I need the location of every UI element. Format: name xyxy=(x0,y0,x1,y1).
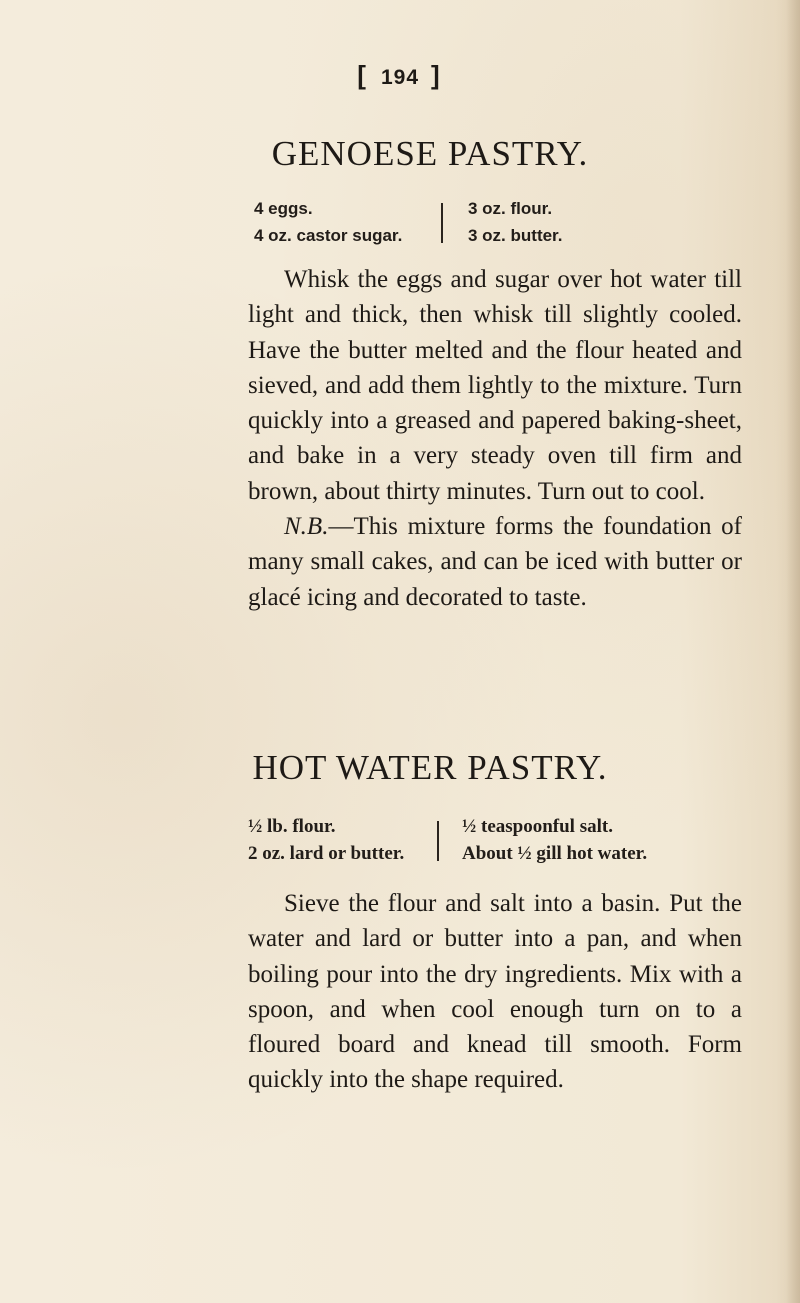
ingredient-item: 4 oz. castor sugar. xyxy=(254,226,403,245)
page-number-close-bracket: ] xyxy=(431,60,443,90)
method-paragraph: Whisk the eggs and sugar over hot water till light and thick, then whisk till slightly cooled. Have the butter melted and the flour heated and sieved, and add them lightly to the mixture. Turn quickly into a greased and papered baking-sheet, and bake in a very steady oven till firm and brown, about thirty minutes. Turn out to cool. xyxy=(248,266,742,505)
recipe-title-genoese: GENOESE PASTRY. xyxy=(271,134,589,173)
recipe-method-genoese xyxy=(248,262,742,615)
ingredient-item: 4 eggs. xyxy=(254,199,313,218)
recipe-method-hot-water xyxy=(248,886,742,1098)
note-text: —This mixture forms the foundation of many small cakes, and can be iced with butter or glacé icing and decorated to taste. xyxy=(248,513,742,611)
page-number-open-bracket: [ xyxy=(357,60,369,90)
ingredient-item: ½ lb. flour. xyxy=(248,816,336,837)
note-label: N.B. xyxy=(284,513,329,541)
ingredients-left-column xyxy=(248,813,404,867)
ingredient-item: About ½ gill hot water. xyxy=(462,843,648,864)
ingredients-left-column xyxy=(254,195,402,249)
ingredient-item: ½ teaspoonful salt. xyxy=(462,816,613,837)
page-number xyxy=(0,60,800,91)
ingredient-item: 3 oz. flour. xyxy=(468,199,553,218)
page-edge-shadow xyxy=(786,0,800,1303)
ingredients-divider xyxy=(441,203,443,243)
note-paragraph xyxy=(248,509,742,615)
ingredients-right-column xyxy=(462,813,647,867)
ingredients-divider xyxy=(437,821,439,861)
recipe-title-hot-water: HOT WATER PASTRY. xyxy=(252,748,608,787)
method-paragraph: Sieve the flour and salt into a basin. Put the water and lard or butter into a pan, and when boiling pour into the dry ingredients. Mix with a spoon, and when cool enough turn on to a floured board and knead till smooth. Form quickly into the shape required. xyxy=(248,890,742,1094)
page-number-value: 194 xyxy=(380,66,420,89)
ingredient-item: 3 oz. butter. xyxy=(468,226,563,245)
ingredient-item: 2 oz. lard or butter. xyxy=(248,843,405,864)
ingredients-right-column xyxy=(468,195,562,249)
